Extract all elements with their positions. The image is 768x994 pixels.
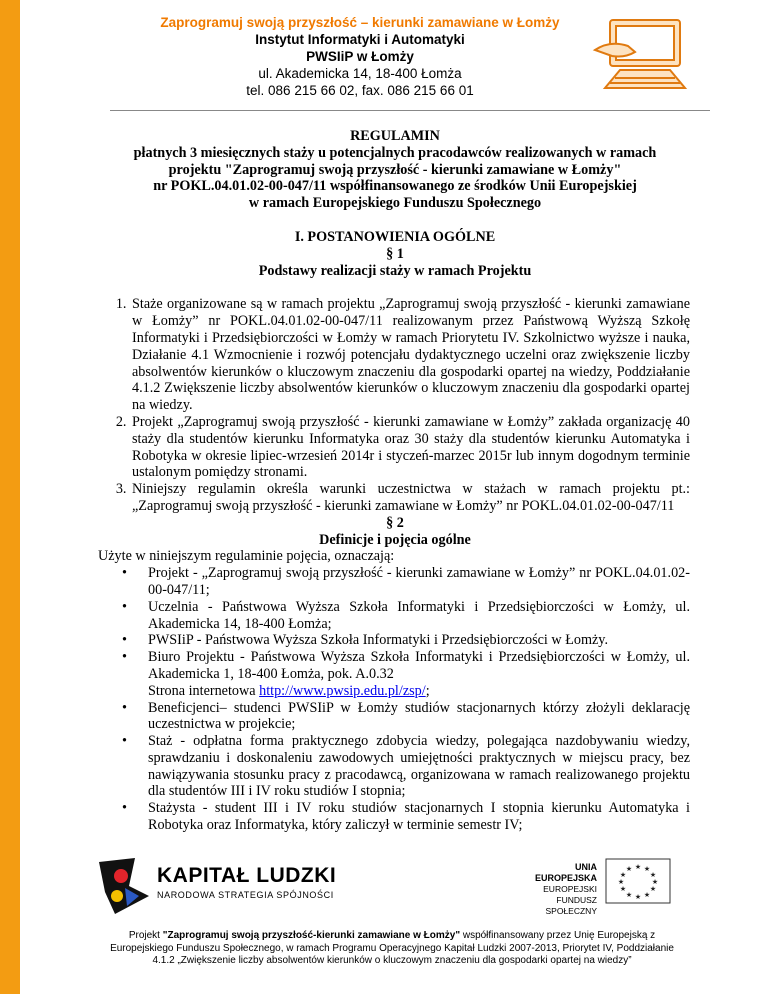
eu-label: [515, 862, 597, 917]
svg-text:★: ★: [619, 885, 627, 893]
kapital-ludzki-subtitle: NARODOWA STRATEGIA SPÓJNOŚCI: [157, 890, 334, 900]
svg-text:★: ★: [625, 891, 633, 899]
eu-label-line-3: FUNDUSZ SPOŁECZNY: [545, 895, 597, 916]
svg-text:★: ★: [643, 865, 651, 873]
list-item: • Biuro Projektu - Państwowa Wyższa Szkoła Informatyki i Przedsiębiorczości w Łomży, ul. Akademicka 1, 18-400 Łomża, pok. A.0.32 Strona internetowa http://www.pwsip.edu.pl/zsp/;: [142, 649, 690, 699]
doc-title-line-3: nr POKL.04.01.02-00-047/11 współfinansowanego ze środków Unii Europejskiej: [153, 178, 637, 195]
project-website-link[interactable]: http://www.pwsip.edu.pl/zsp/: [259, 682, 426, 699]
doc-title-line-4: w ramach Europejskiego Funduszu Społecznego: [248, 195, 542, 212]
list-item: • Uczelnia - Państwowa Wyższa Szkoła Informatyki i Przedsiębiorczości w Łomży, ul. Akademicka 14, 18-400 Łomża;: [142, 599, 690, 633]
page-footer: Projekt "Zaprogramuj swoją przyszłość-kierunki zamawiane w Łomży" współfinansowany przez Unię Europejską z Europejskiego Funduszu Społecznego, w ramach Programu Operacyjnego Kapitał Ludzki 2007-2013, Priorytet IV, Poddziałanie 4.1.2 „Zwiększenie liczby absolwentów kierunków o kluczowym znaczeniu dla gospodarki opartej na wiedzy”: [92, 930, 692, 968]
footer-line-2: Europejskiego Funduszu Społecznego, w ramach Programu Operacyjnego Kapitał Ludzki 2007-2013, Priorytet IV, Poddziałanie: [110, 942, 674, 954]
svg-text:★: ★: [634, 893, 642, 901]
side-accent-bar: [0, 0, 20, 994]
svg-text:★: ★: [634, 863, 642, 871]
list-item: 2. Projekt „Zaprogramuj swoją przyszłość - kierunki zamawiane w Łomży” zakłada organizację 40 staży dla studentów kierunku Informatyka oraz 30 staży dla studentów kierunku Automatyka i Robotyka w okresie lipiec-wrzesień 2014r i styczeń-marzec 2015r lub innym dogodnym terminie ustalonym pomiędzy stronami.: [130, 414, 690, 481]
footer-line-3: 4.1.2 „Zwiększenie liczby absolwentów kierunków o kluczowym znaczeniu dla gospodarki opartej na wiedzy”: [152, 955, 632, 966]
document-body: [100, 128, 690, 834]
page-header: [100, 14, 620, 99]
list-item: 1. Staże organizowane są w ramach projektu „Zaprogramuj swoją przyszłość - kierunki zamawiane w Łomży” nr POKL.04.01.02-00-047/11 realizowanym przez Państwową Wyższą Szkołę Informatyki i Przedsiębiorczości w Łomży w ramach Priorytetu IV. Szkolnictwo wyższe i nauka, Działanie 4.1 Wzmocnienie i rozwój potencjału dydaktycznego uczelni oraz zwiększenie liczby absolwentów kierunków o kluczowym znaczeniu dla gospodarki opartej na wiedzy, Poddziałanie 4.1.2 Zwiększenie liczby absolwentów kierunków o kluczowym znaczeniu dla gospodarki opartej na wiedzy.: [130, 296, 690, 414]
header-phone: tel. 086 215 66 02, fax. 086 215 66 01: [246, 83, 474, 98]
eu-label-line-2: EUROPEJSKI: [543, 884, 597, 894]
header-divider: [110, 110, 710, 111]
svg-text:★: ★: [643, 891, 651, 899]
doc-title-line-1: płatnych 3 miesięcznych staży u potencjalnych pracodawców realizowanych w ramach: [133, 144, 657, 161]
footer-project-name: "Zaprogramuj swoją przyszłość-kierunki zamawiane w Łomży": [162, 930, 461, 941]
list-item: • PWSIiP - Państwowa Wyższa Szkoła Informatyki i Przedsiębiorczości w Łomży.: [142, 632, 690, 649]
header-address: ul. Akademicka 14, 18-400 Łomża: [258, 66, 462, 81]
project-computer-logo: [590, 10, 700, 100]
section1-subtitle: Podstawy realizacji staży w ramach Projektu: [258, 262, 532, 279]
list-item: • Staż - odpłatna forma praktycznego zdobycia wiedzy, polegająca nazdobywaniu wiedzy, sprawdzaniu i doskonaleniu zawodowych umiejętności praktycznych w miejscu pracy, bez nawiązywania stosunku pracy z pracodawcą, organizowana w ramach realizowanego projektu dla studentów III i IV roku studiów I stopnia;: [142, 733, 690, 800]
svg-text:★: ★: [649, 871, 657, 879]
list-item: • Stażysta - student III i IV roku studiów stacjonarnych I stopnia kierunku Automatyka i Robotyka oraz Informatyka, który zaliczył w terminie semestr IV;: [142, 800, 690, 834]
footer-logos: [95, 856, 675, 916]
header-institute: Instytut Informatyki i Automatyki: [255, 32, 465, 47]
kapital-ludzki-title: KAPITAŁ LUDZKI: [157, 864, 337, 887]
section1-heading: I. POSTANOWIENIA OGÓLNE: [294, 228, 496, 245]
svg-text:★: ★: [617, 878, 625, 886]
eu-flag-icon: [605, 858, 671, 904]
hand-icon: [595, 44, 635, 57]
list-item: • Projekt - „Zaprogramuj swoją przyszłość - kierunki zamawiane w Łomży” nr POKL.04.01.02-00-047/11;: [142, 565, 690, 599]
section1-list: [100, 296, 690, 514]
section2-intro: Użyte w niniejszym regulaminie pojęcia, oznaczają:: [98, 548, 395, 565]
doc-title: REGULAMIN: [350, 128, 440, 144]
header-school: PWSIiP w Łomży: [306, 49, 414, 64]
doc-title-line-2: projektu "Zaprogramuj swoją przyszłość - kierunki zamawiane w Łomży": [168, 161, 622, 178]
svg-text:★: ★: [651, 878, 659, 886]
kapital-ludzki-logo-icon: [95, 856, 153, 916]
svg-text:★: ★: [625, 865, 633, 873]
section2-subtitle: Definicje i pojęcia ogólne: [319, 531, 471, 548]
section1-paragraph: § 1: [386, 245, 404, 262]
section2-paragraph: § 2: [386, 514, 404, 531]
svg-text:★: ★: [619, 871, 627, 879]
definitions-list: [100, 565, 690, 834]
list-item: • Beneficjenci– studenci PWSIiP w Łomży studiów stacjonarnych którzy złożyli deklarację uczestnictwa w projekcie;: [142, 700, 690, 734]
header-project-line: Zaprogramuj swoją przyszłość – kierunki zamawiane w Łomży: [160, 15, 560, 30]
svg-text:★: ★: [649, 885, 657, 893]
list-item: 3. Niniejszy regulamin określa warunki uczestnictwa w stażach w ramach projektu pt.: „Zaprogramuj swoją przyszłość - kierunki zamawiane w Łomży” nr POKL.04.01.02-00-047/11: [130, 481, 690, 515]
eu-label-line-1: UNIA EUROPEJSKA: [534, 862, 597, 883]
